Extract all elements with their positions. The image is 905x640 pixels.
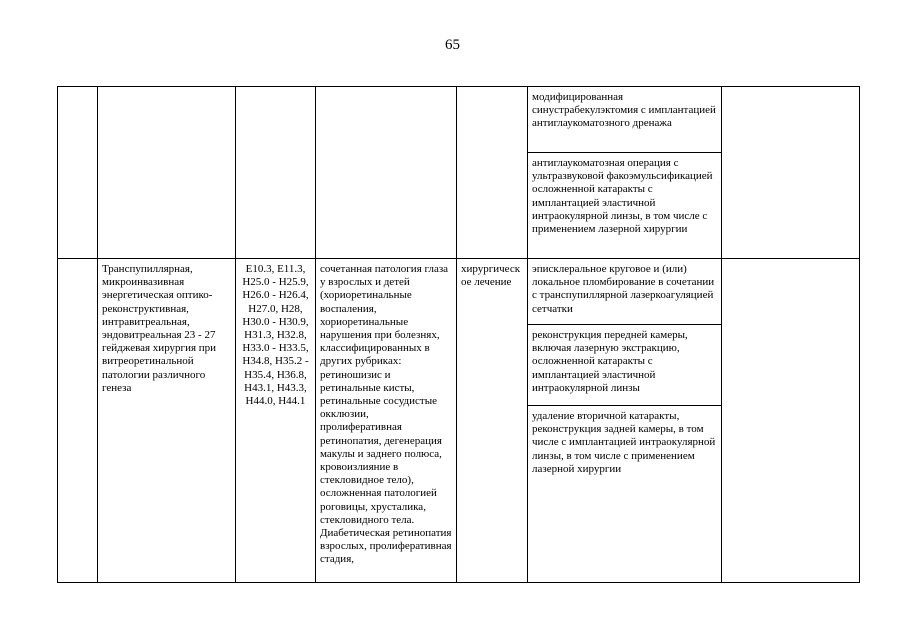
cell-operation: модифицированная синустрабекулэктомия с имплантацией антиглаукоматозного дренажа bbox=[528, 87, 722, 153]
cell-patient-model: сочетанная патология глаза у взрослых и детей (хориоретинальные воспаления, хориоретинальные нарушения при болезнях, классифицированных в других рубриках: ретиношизис и ретинальные кисты, ретинальные сосудистые окклюзии, пролиферативная ретинопатия, дегенерация макулы и заднего полюса, кровоизлияние в стекловидное тело), осложненная патологией роговицы, хрусталика, стекловидного тела. Диабетическая ретинопатия взрослых, пролиферативная стадия, bbox=[316, 259, 457, 583]
cell-number bbox=[58, 259, 98, 583]
cell-cost bbox=[722, 87, 860, 259]
table-row bbox=[58, 87, 860, 153]
cell-codes bbox=[236, 87, 316, 259]
cell-operation: удаление вторичной катаракты, реконструкция задней камеры, в том числе с имплантацией интраокулярной линзы, в том числе с применением лазерной хирургии bbox=[528, 406, 722, 583]
cell-description: Транспупиллярная, микроинвазивная энергетическая оптико-реконструктивная, интравитреальная, эндовитреальная 23 - 27 гейджевая хирургия при витреоретинальной патологии различного генеза bbox=[98, 259, 236, 583]
cell-operation: реконструкция передней камеры, включая лазерную экстракцию, осложненной катаракты с имплантацией эластичной интраокулярной линзы bbox=[528, 325, 722, 406]
cell-treatment-type bbox=[457, 87, 528, 259]
cell-patient-model bbox=[316, 87, 457, 259]
cell-cost bbox=[722, 259, 860, 583]
cell-number bbox=[58, 87, 98, 259]
medical-services-table bbox=[57, 86, 860, 583]
table-row bbox=[58, 259, 860, 325]
cell-codes: E10.3, E11.3, H25.0 - H25.9, H26.0 - H26.4, H27.0, H28, H30.0 - H30.9, H31.3, H32.8, H33.0 - H33.5, H34.8, H35.2 - H35.4, H36.8, H43.1, H43.3, H44.0, H44.1 bbox=[236, 259, 316, 583]
cell-description bbox=[98, 87, 236, 259]
cell-operation: антиглаукоматозная операция с ультразвуковой факоэмульсификацией осложненной катаракты с имплантацией эластичной интраокулярной линзы, в том числе с применением лазерной хирургии bbox=[528, 153, 722, 259]
cell-operation: эписклеральное круговое и (или) локальное пломбирование в сочетании с транспупиллярной лазеркоагуляцией сетчатки bbox=[528, 259, 722, 325]
page-number: 65 bbox=[445, 37, 460, 53]
cell-treatment-type: хирургическое лечение bbox=[457, 259, 528, 583]
